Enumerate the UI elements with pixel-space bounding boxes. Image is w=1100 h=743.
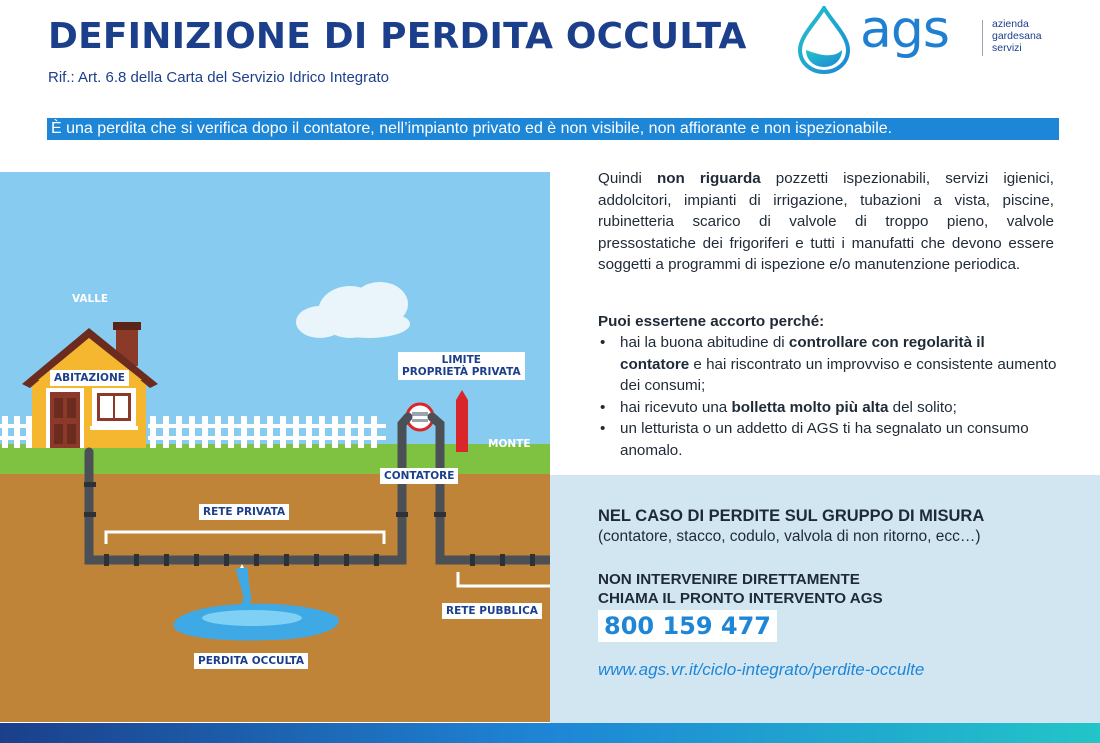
bullet-emphasis: controllare con regolarità il contatore (620, 334, 985, 373)
bullet-text: un letturista o un addetto di AGS ti ha segnalato un consumo anomalo. (620, 420, 1029, 459)
fence-left (0, 416, 34, 448)
footer-gradient-strip (0, 723, 1100, 743)
reference-note: Rif.: Art. 6.8 della Carta del Servizio Idrico Integrato (48, 69, 389, 86)
label-abitazione: ABITAZIONE (50, 370, 129, 386)
logo-tagline (992, 18, 1042, 54)
emergency-panel (550, 475, 1100, 723)
panel-warning (598, 570, 883, 608)
exclusions-prefix: Quindi (598, 170, 657, 187)
logo-tagline-line: azienda (992, 18, 1029, 30)
exclusions-paragraph (598, 168, 1054, 276)
label-limite-proprieta (398, 352, 525, 380)
bullet-text: del solito; (888, 398, 957, 416)
logo-tagline-line: servizi (992, 42, 1022, 54)
label-contatore: CONTATORE (380, 468, 458, 484)
property-limit-marker-icon (456, 390, 468, 452)
warning-line: NON INTERVENIRE DIRETTAMENTE (598, 571, 860, 588)
panel-heading: NEL CASO DI PERDITE SUL GRUPPO DI MISURA (598, 507, 985, 525)
label-limite-line: PROPRIETÀ PRIVATA (402, 366, 521, 378)
signs-list (598, 332, 1058, 461)
label-rete-pubblica: RETE PUBBLICA (442, 603, 542, 619)
page-title: DEFINIZIONE DI PERDITA OCCULTA (48, 16, 747, 57)
ags-logo (796, 0, 1086, 76)
leak-illustration (0, 172, 550, 722)
bullet-text: e hai riscontrato un improvviso e consistente aumento dei consumi; (620, 355, 1057, 394)
bullet-emphasis: bolletta molto più alta (731, 398, 889, 416)
panel-subheading: (contatore, stacco, codulo, valvola di non ritorno, ecc…) (598, 528, 981, 545)
label-valle: VALLE (72, 293, 109, 305)
logo-wordmark: ags (860, 0, 949, 60)
label-rete-privata: RETE PRIVATA (199, 504, 289, 520)
info-link[interactable]: www.ags.vr.it/ciclo-integrato/perdite-occulte (598, 660, 925, 679)
warning-line: CHIAMA IL PRONTO INTERVENTO AGS (598, 590, 883, 607)
logo-separator (982, 20, 983, 56)
list-item (598, 418, 1058, 461)
bullet-text: hai la buona abitudine di (620, 334, 789, 351)
signs-heading: Puoi essertene accorto perché: (598, 313, 825, 330)
phone-number[interactable]: 800 159 477 (598, 610, 777, 642)
label-perdita-occulta: PERDITA OCCULTA (194, 653, 308, 669)
list-item (598, 332, 1058, 397)
exclusions-emphasis: non riguarda (656, 170, 761, 187)
water-drop-icon (796, 6, 852, 74)
exclusions-text: pozzetti ispezionabili, servizi igienici, addolcitori, impianti di irrigazione, tubazioni a vista, piscine, rubinetteria scarico di valvole di troppo pieno, valvole pressostatiche dei frigoriferi e tutti i manufatti che devono essere soggetti a programmi di ispezione e/o manutenzione periodica. (598, 170, 1054, 273)
bullet-text: hai ricevuto una (620, 398, 732, 416)
definition-banner: È una perdita che si verifica dopo il contatore, nell’impianto privato ed è non visibile, non affiorante e non ispezionabile. (47, 118, 1059, 140)
illustration-scene (0, 172, 550, 722)
logo-tagline-line: gardesana (992, 30, 1042, 42)
label-monte: MONTE (488, 438, 531, 450)
label-limite-line: LIMITE (441, 354, 481, 366)
list-item (598, 397, 1058, 419)
